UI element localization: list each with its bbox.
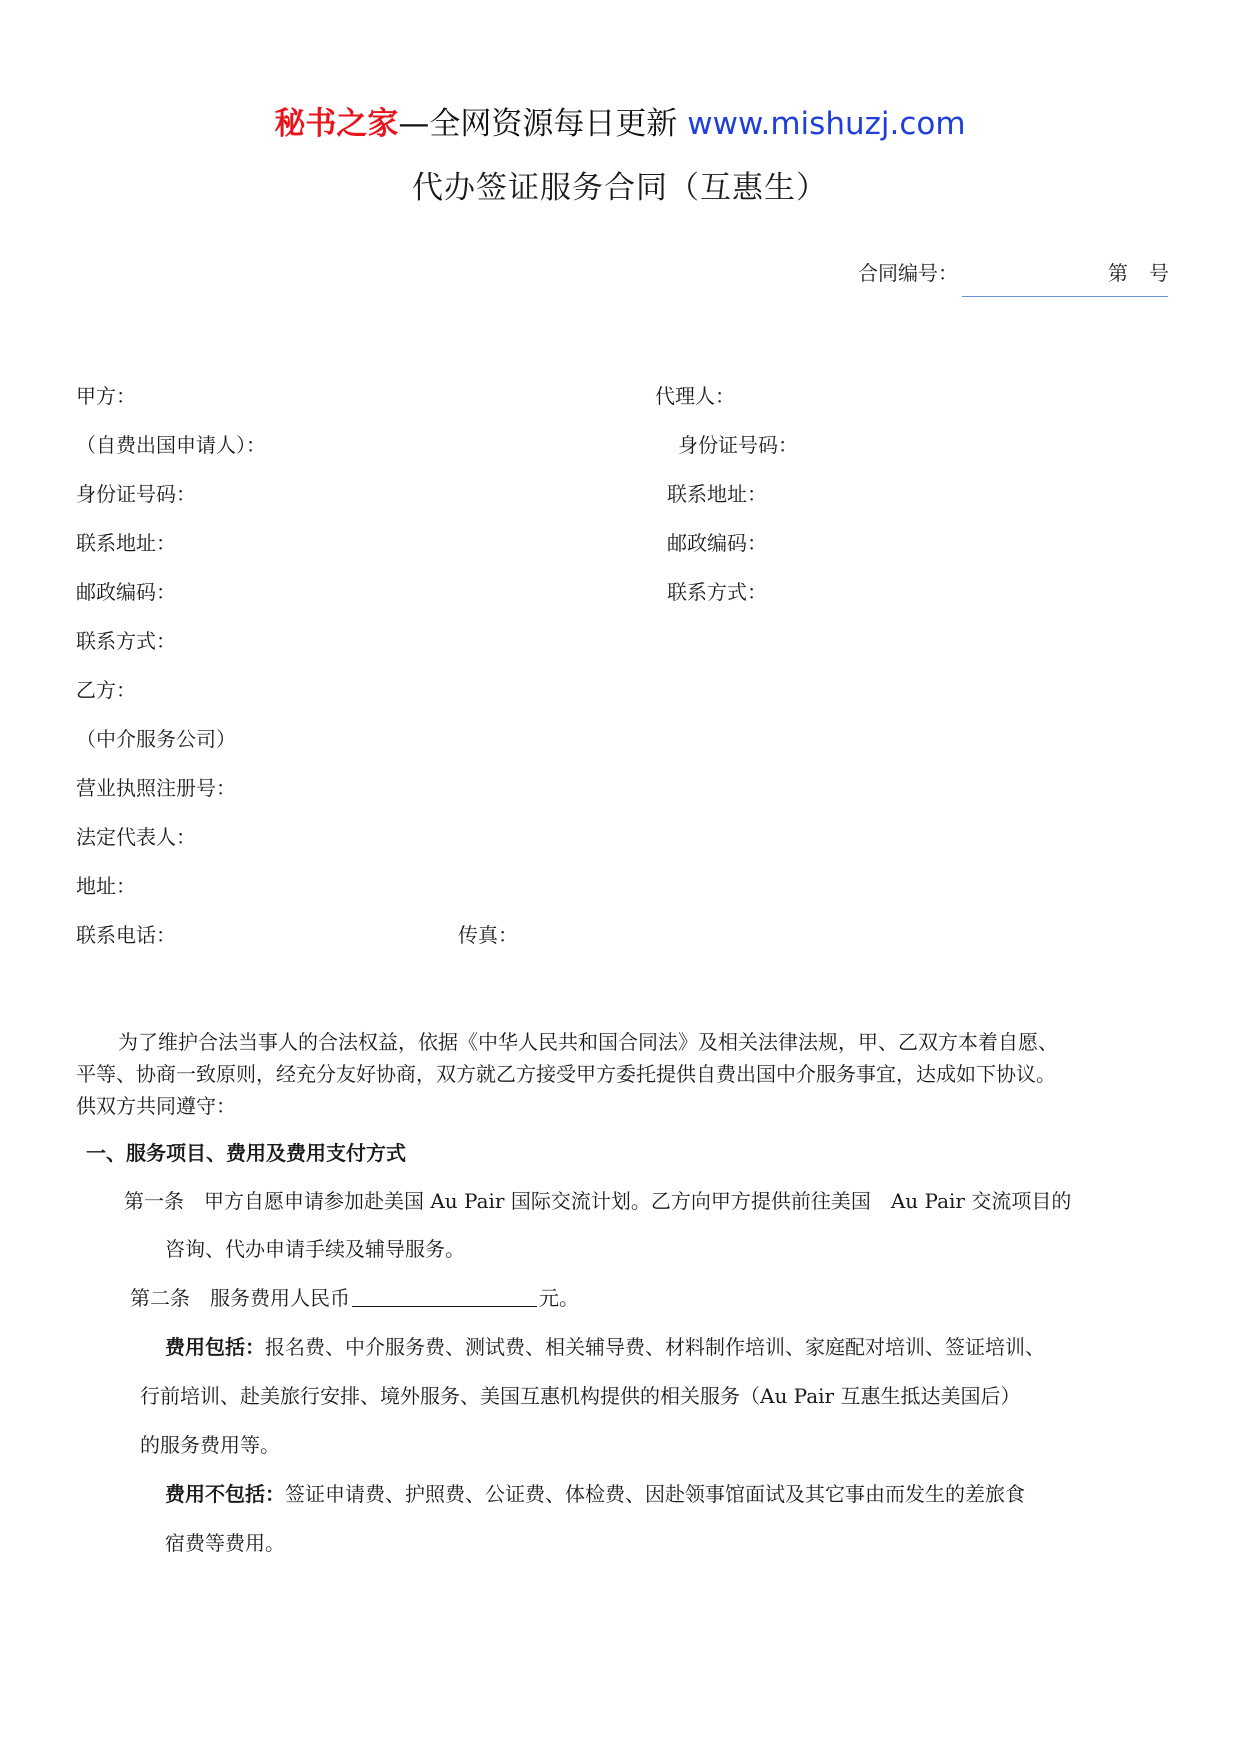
banner-url[interactable]: www.mishuzj.com [687,106,966,142]
fee-included-line-2: 行前培训、赴美旅行安排、境外服务、美国互惠机构提供的相关服务（Au Pair 互惠生抵达美国后） [140,1384,1021,1408]
party-a-contact-label: 联系方式： [76,629,176,653]
party-b-role: （中介服务公司） [76,727,236,751]
banner-brand: 秘书之家 [274,106,399,142]
party-a-role: （自费出国申请人）： [76,433,266,457]
fee-included-line-3: 的服务费用等。 [140,1433,280,1457]
fee-excluded-line-2: 宿费等费用。 [165,1531,285,1555]
article-2-prefix: 第二条 服务费用人民币 [130,1286,350,1310]
agent-address-label: 联系地址： [667,482,767,506]
banner-tagline: —全网资源每日更新 [398,106,688,142]
contract-number-underline [962,296,1168,297]
article-2 [130,1282,579,1315]
fee-amount-blank [352,1284,537,1307]
article-1-line-2: 咨询、代办申请手续及辅导服务。 [165,1237,465,1261]
article-2-suffix: 元。 [539,1286,579,1310]
fee-excluded-text-1: 签证申请费、护照费、公证费、体检费、因赴领事馆面试及其它事由而发生的差旅食 [285,1482,1025,1506]
party-a-label: 甲方： [76,384,136,408]
fee-included-text-1: 报名费、中介服务费、测试费、相关辅导费、材料制作培训、家庭配对培训、签证培训、 [265,1335,1045,1359]
fee-excluded-line-1 [165,1478,1025,1511]
preamble-line-1: 为了维护合法当事人的合法权益，依据《中华人民共和国合同法》及相关法律法规，甲、乙双方本着自愿、 [118,1030,1058,1054]
preamble-line-2: 平等、协商一致原则，经充分友好协商，双方就乙方接受甲方委托提供自费出国中介服务事宜，达成如下协议。 [76,1062,1056,1086]
contract-number-hao: 号 [1149,261,1169,285]
section-1-heading: 一、服务项目、费用及费用支付方式 [86,1141,406,1165]
fee-included-line-1 [165,1331,1045,1364]
party-b-fax-label: 传真： [458,923,518,947]
party-a-id-label: 身份证号码： [76,482,196,506]
preamble-line-3: 供双方共同遵守： [76,1094,236,1118]
contract-number-di: 第 [1108,261,1128,285]
party-a-postcode-label: 邮政编码： [76,580,176,604]
agent-id-label: 身份证号码： [678,433,798,457]
party-b-label: 乙方： [76,678,136,702]
party-b-address-label: 地址： [76,874,136,898]
agent-label: 代理人： [655,384,735,408]
party-a-address-label: 联系地址： [76,531,176,555]
agent-postcode-label: 邮政编码： [667,531,767,555]
contract-number-label: 合同编号： [858,261,958,285]
party-b-legal-rep-label: 法定代表人： [76,825,196,849]
site-banner [0,102,1240,146]
document-title: 代办签证服务合同（互惠生） [412,170,828,206]
party-b-license-label: 营业执照注册号： [76,776,236,800]
agent-contact-label: 联系方式： [667,580,767,604]
fee-excluded-label: 费用不包括： [165,1482,285,1506]
article-1-line-1: 第一条 甲方自愿申请参加赴美国 Au Pair 国际交流计划。乙方向甲方提供前往美国 Au Pair 交流项目的 [124,1189,1072,1213]
party-b-phone-label: 联系电话： [76,923,176,947]
fee-included-label: 费用包括： [165,1335,265,1359]
